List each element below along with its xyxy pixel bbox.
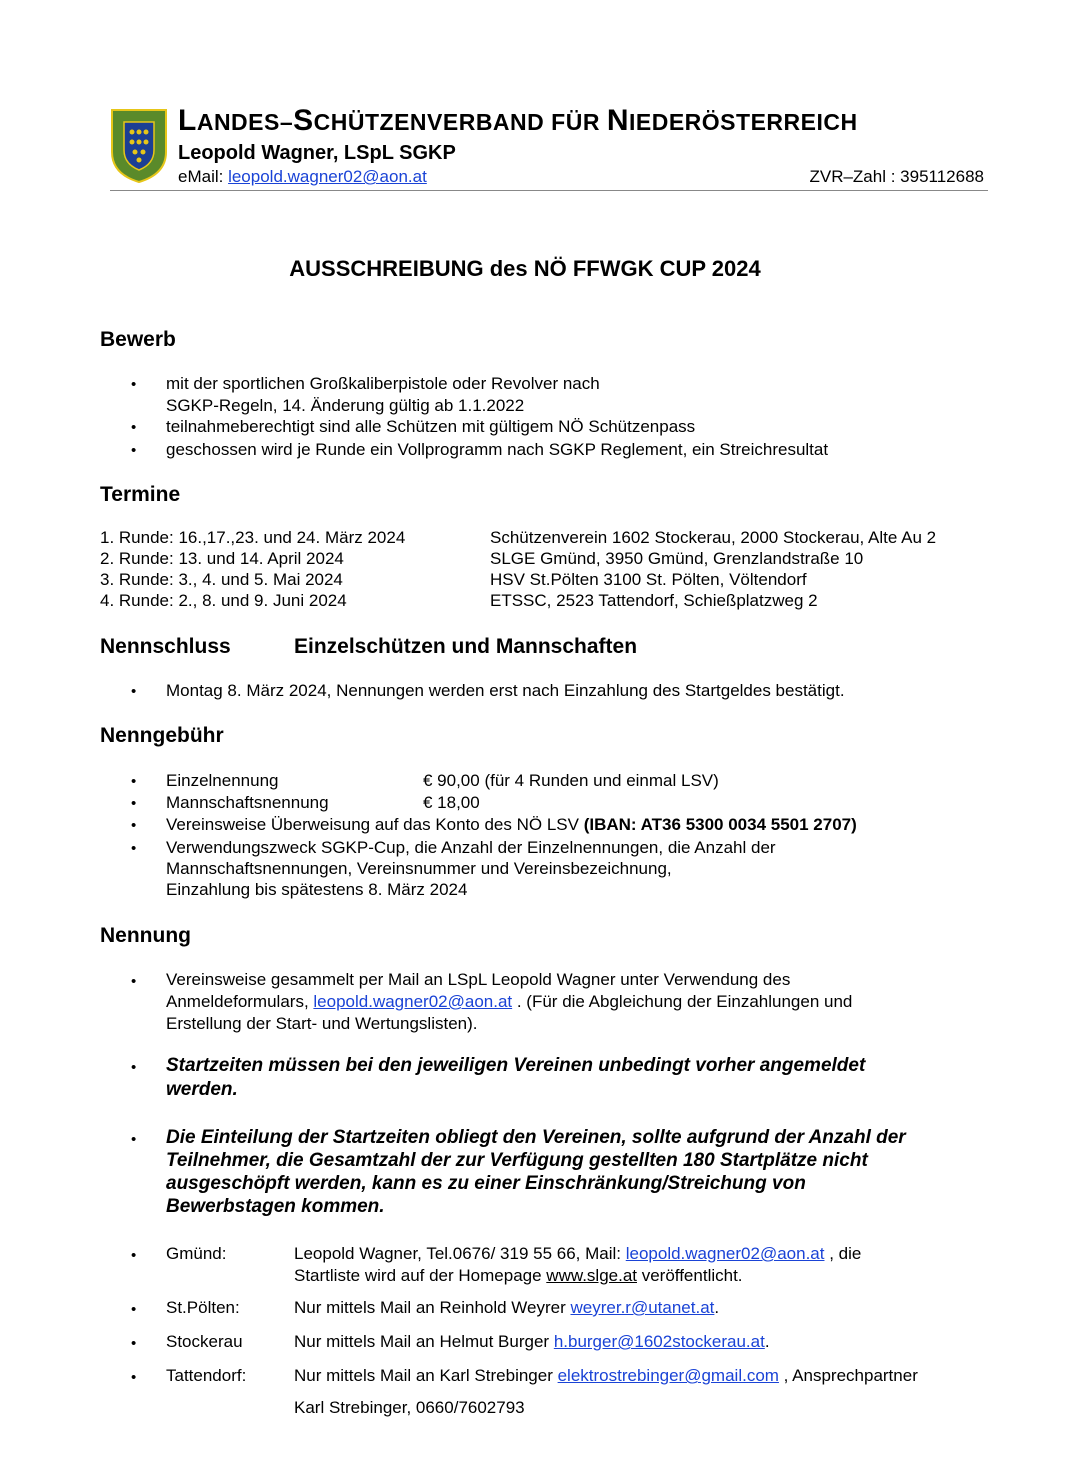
contact-text: , Ansprechpartner bbox=[778, 1366, 918, 1385]
contact-text: . bbox=[714, 1298, 720, 1317]
bullet: • bbox=[131, 376, 137, 393]
bullet: • bbox=[131, 1059, 137, 1076]
zvr-number: ZVR–Zahl : 395112688 bbox=[809, 167, 984, 186]
nennung-text-part: . (Für die Abgleichung der Einzahlungen und bbox=[512, 992, 853, 1011]
coat-of-arms-logo bbox=[110, 108, 168, 184]
contact-text: Leopold Wagner, Tel.0676/ 319 55 66, Mail: bbox=[294, 1244, 626, 1263]
contact-text: Nur mittels Mail an Karl Strebinger bbox=[294, 1366, 558, 1385]
emphasis-text: Bewerbstagen kommen. bbox=[166, 1196, 385, 1217]
header-divider bbox=[110, 190, 988, 191]
contact-text: Nur mittels Mail an Reinhold Weyrer bbox=[294, 1298, 571, 1317]
contact-text: , die bbox=[824, 1244, 862, 1263]
termin-place: Schützenverein 1602 Stockerau, 2000 Stockerau, Alte Au 2 bbox=[490, 528, 937, 547]
bullet: • bbox=[131, 1247, 137, 1264]
bullet: • bbox=[131, 683, 137, 700]
contact-gmuend-2 bbox=[294, 1266, 743, 1286]
contact-text: veröffentlicht. bbox=[637, 1266, 743, 1285]
nennung-heading: Nennung bbox=[100, 924, 191, 947]
bewerb-item: mit der sportlichen Großkaliberpistole oder Revolver nach bbox=[166, 374, 600, 393]
nenngebuehr-heading: Nenngebühr bbox=[100, 724, 224, 747]
emphasis-text: Startzeiten müssen bei den jeweiligen Vereinen unbedingt vorher angemeldet bbox=[166, 1055, 866, 1076]
iban: (IBAN: AT36 5300 0034 5501 2707) bbox=[583, 815, 857, 834]
bullet: • bbox=[131, 442, 137, 459]
konto-text: Vereinsweise Überweisung auf das Konto des NÖ LSV bbox=[166, 815, 584, 834]
contact-label-gmuend: Gmünd: bbox=[166, 1244, 227, 1263]
nennschluss-item: Montag 8. März 2024, Nennungen werden erst nach Einzahlung des Startgeldes bestätigt. bbox=[166, 681, 845, 700]
contact-tattendorf bbox=[294, 1366, 918, 1386]
nennung-text: Vereinsweise gesammelt per Mail an LSpL Leopold Wagner unter Verwendung des bbox=[166, 970, 791, 989]
contact-label-tattendorf: Tattendorf: bbox=[166, 1366, 247, 1385]
mannschaftsnennung-value: € 18,00 bbox=[423, 793, 480, 812]
emphasis-text: Die Einteilung der Startzeiten obliegt den Vereinen, sollte aufgrund der Anzahl der bbox=[166, 1127, 906, 1148]
contact-stpoelten bbox=[294, 1298, 719, 1318]
contact-label-stpoelten: St.Pölten: bbox=[166, 1298, 240, 1317]
bewerb-item: teilnahmeberechtigt sind alle Schützen mit gültigem NÖ Schützenpass bbox=[166, 417, 696, 436]
contact-text: Nur mittels Mail an Helmut Burger bbox=[294, 1332, 554, 1351]
nennung-text-part: Anmeldeformulars, bbox=[166, 992, 314, 1011]
organization-name: LANDES–SCHÜTZENVERBAND FÜR NIEDERÖSTERREICH bbox=[178, 104, 858, 137]
termin-place: HSV St.Pölten 3100 St. Pölten, Völtendorf bbox=[490, 570, 807, 589]
contact-label-stockerau: Stockerau bbox=[166, 1332, 243, 1351]
zweck-line: Einzahlung bis spätestens 8. März 2024 bbox=[166, 880, 468, 899]
contact-person: Leopold Wagner, LSpL SGKP bbox=[178, 142, 456, 164]
contact-stockerau bbox=[294, 1332, 770, 1352]
emphasis-text: ausgeschöpft werden, kann es zu einer Einschränkung/Streichung von bbox=[166, 1173, 806, 1194]
header-email-line bbox=[178, 167, 427, 187]
bewerb-item: geschossen wird je Runde ein Vollprogramm nach SGKP Reglement, ein Streichresultat bbox=[166, 440, 829, 459]
header-email-link[interactable]: leopold.wagner02@aon.at bbox=[228, 167, 427, 186]
gmuend-email-link[interactable]: leopold.wagner02@aon.at bbox=[625, 1244, 825, 1263]
bullet: • bbox=[131, 795, 137, 812]
bullet: • bbox=[131, 1301, 137, 1318]
bewerb-heading: Bewerb bbox=[100, 328, 176, 351]
bullet: • bbox=[131, 840, 137, 857]
homepage-link[interactable]: www.slge.at bbox=[546, 1266, 637, 1285]
einzelnennung-value: € 90,00 (für 4 Runden und einmal LSV) bbox=[423, 771, 719, 790]
contact-gmuend bbox=[294, 1244, 861, 1264]
bewerb-item: SGKP-Regeln, 14. Änderung gültig ab 1.1.2022 bbox=[166, 396, 525, 415]
contact-text: Startliste wird auf der Homepage bbox=[294, 1266, 547, 1285]
termin-date: 4. Runde: 2., 8. und 9. Juni 2024 bbox=[100, 591, 347, 610]
bullet: • bbox=[131, 773, 137, 790]
zweck-line: Verwendungszweck SGKP-Cup, die Anzahl der Einzelnennungen, die Anzahl der bbox=[166, 838, 776, 857]
tattendorf-email-link[interactable]: elektrostrebinger@gmail.com bbox=[557, 1366, 779, 1385]
email-label: eMail: bbox=[178, 167, 229, 186]
contact-text: . bbox=[764, 1332, 770, 1351]
bullet: • bbox=[131, 419, 137, 436]
bullet: • bbox=[131, 1369, 137, 1386]
termin-date: 3. Runde: 3., 4. und 5. Mai 2024 bbox=[100, 570, 343, 589]
bullet: • bbox=[131, 973, 137, 990]
termin-place: ETSSC, 2523 Tattendorf, Schießplatzweg 2 bbox=[490, 591, 818, 610]
bullet: • bbox=[131, 1335, 137, 1352]
termin-date: 2. Runde: 13. und 14. April 2024 bbox=[100, 549, 344, 568]
nennung-email-link[interactable]: leopold.wagner02@aon.at bbox=[313, 992, 513, 1011]
bullet: • bbox=[131, 817, 137, 834]
emphasis-text: Teilnehmer, die Gesamtzahl der zur Verfügung gestellten 180 Startplätze nicht bbox=[166, 1150, 868, 1171]
emphasis-text: werden. bbox=[166, 1079, 238, 1100]
nennung-text bbox=[166, 992, 852, 1012]
nennung-text: Erstellung der Start- und Wertungslisten). bbox=[166, 1014, 478, 1033]
nennschluss-heading: Nennschluss bbox=[100, 635, 231, 658]
contact-tattendorf-2: Karl Strebinger, 0660/7602793 bbox=[294, 1398, 525, 1417]
page-title: AUSSCHREIBUNG des NÖ FFWGK CUP 2024 bbox=[289, 256, 761, 281]
bullet: • bbox=[131, 1131, 137, 1148]
stpoelten-email-link[interactable]: weyrer.r@utanet.at bbox=[570, 1298, 715, 1317]
termine-heading: Termine bbox=[100, 483, 181, 506]
mannschaftsnennung-label: Mannschaftsnennung bbox=[166, 793, 329, 812]
zweck-line: Mannschaftsnennungen, Vereinsnummer und Vereinsbezeichnung, bbox=[166, 859, 672, 878]
termin-date: 1. Runde: 16.,17.,23. und 24. März 2024 bbox=[100, 528, 406, 547]
konto-item bbox=[166, 815, 857, 835]
einzelnennung-label: Einzelnennung bbox=[166, 771, 279, 790]
termin-place: SLGE Gmünd, 3950 Gmünd, Grenzlandstraße 10 bbox=[490, 549, 864, 568]
nennschluss-subheading: Einzelschützen und Mannschaften bbox=[294, 635, 638, 658]
stockerau-email-link[interactable]: h.burger@1602stockerau.at bbox=[553, 1332, 765, 1351]
